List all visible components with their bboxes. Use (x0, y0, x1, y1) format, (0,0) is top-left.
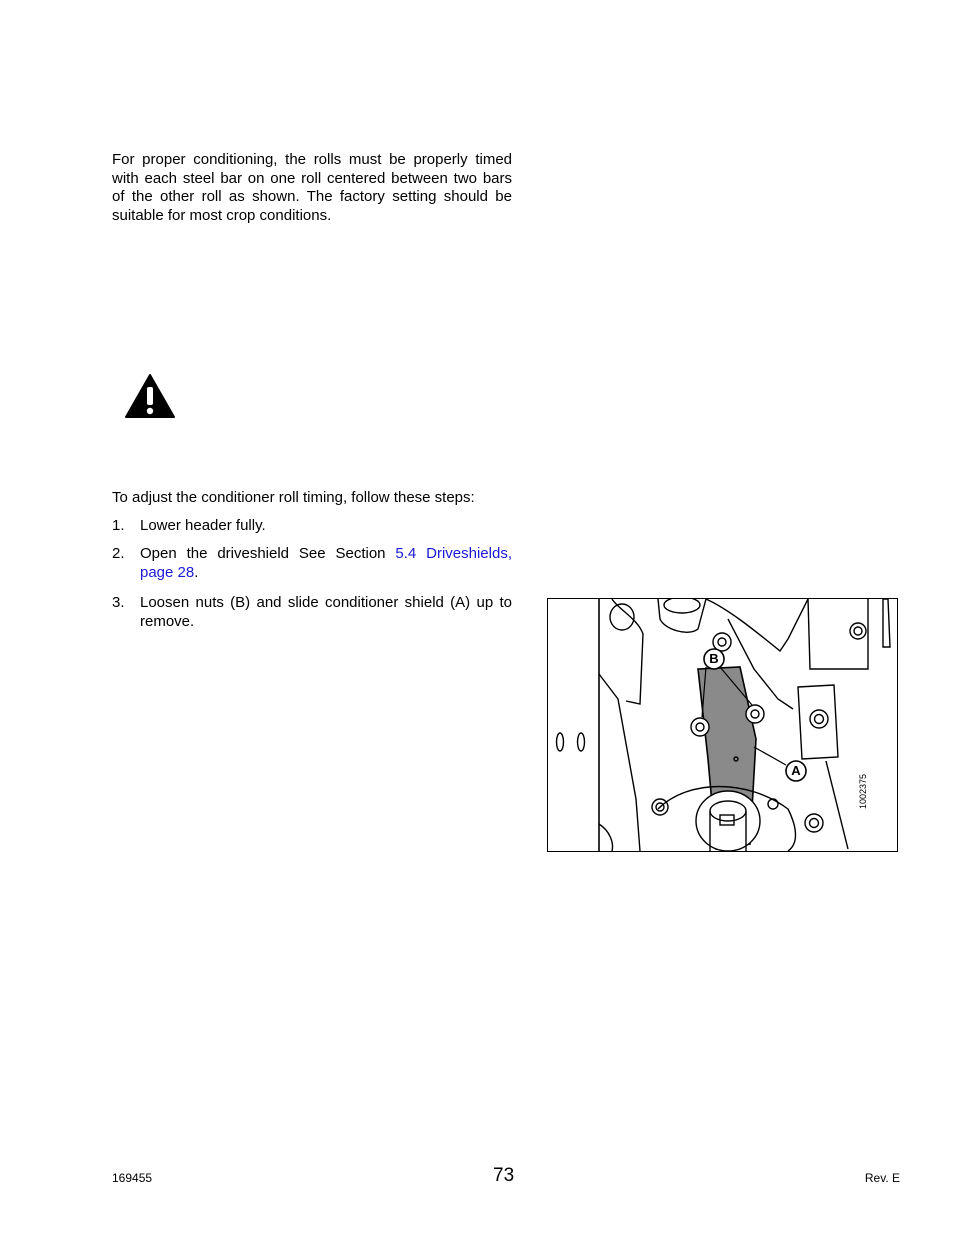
step-text (140, 545, 512, 582)
step-number: 3. (112, 594, 125, 611)
callout-a-label: A (791, 763, 801, 778)
page-number: 73 (493, 1165, 515, 1186)
warning-triangle-icon (124, 372, 176, 420)
revision: Rev. E (864, 1171, 900, 1185)
step-number: 2. (112, 545, 125, 562)
step-number: 1. (112, 517, 125, 534)
conditioner-shield-illustration (548, 599, 897, 851)
step-text-after: . (194, 563, 199, 581)
step-1 (112, 517, 512, 536)
callout-b-label: B (709, 651, 719, 666)
step-2 (112, 545, 512, 582)
intro-paragraph: For proper conditioning, the rolls must be properly timed with each steel bar on one roll centered between two bars of the other roll as shown. The factory setting should be suitable for most crop conditions. (112, 151, 512, 225)
doc-number: 169455 (112, 1171, 153, 1185)
steps-intro: To adjust the conditioner roll timing, follow these steps: (112, 489, 475, 506)
step-text-before: Open the driveshield See Section (140, 545, 396, 562)
step-text: Loosen nuts (B) and slide conditioner shield (A) up to remove. (140, 594, 512, 630)
driveshields-link[interactable]: 5.4 Driveshields, page 28 (140, 545, 512, 581)
figure-id: 1002375 (858, 773, 868, 809)
conditioner-shield-figure (547, 598, 898, 852)
step-3 (112, 594, 512, 631)
step-text: Lower header fully. (140, 517, 266, 534)
